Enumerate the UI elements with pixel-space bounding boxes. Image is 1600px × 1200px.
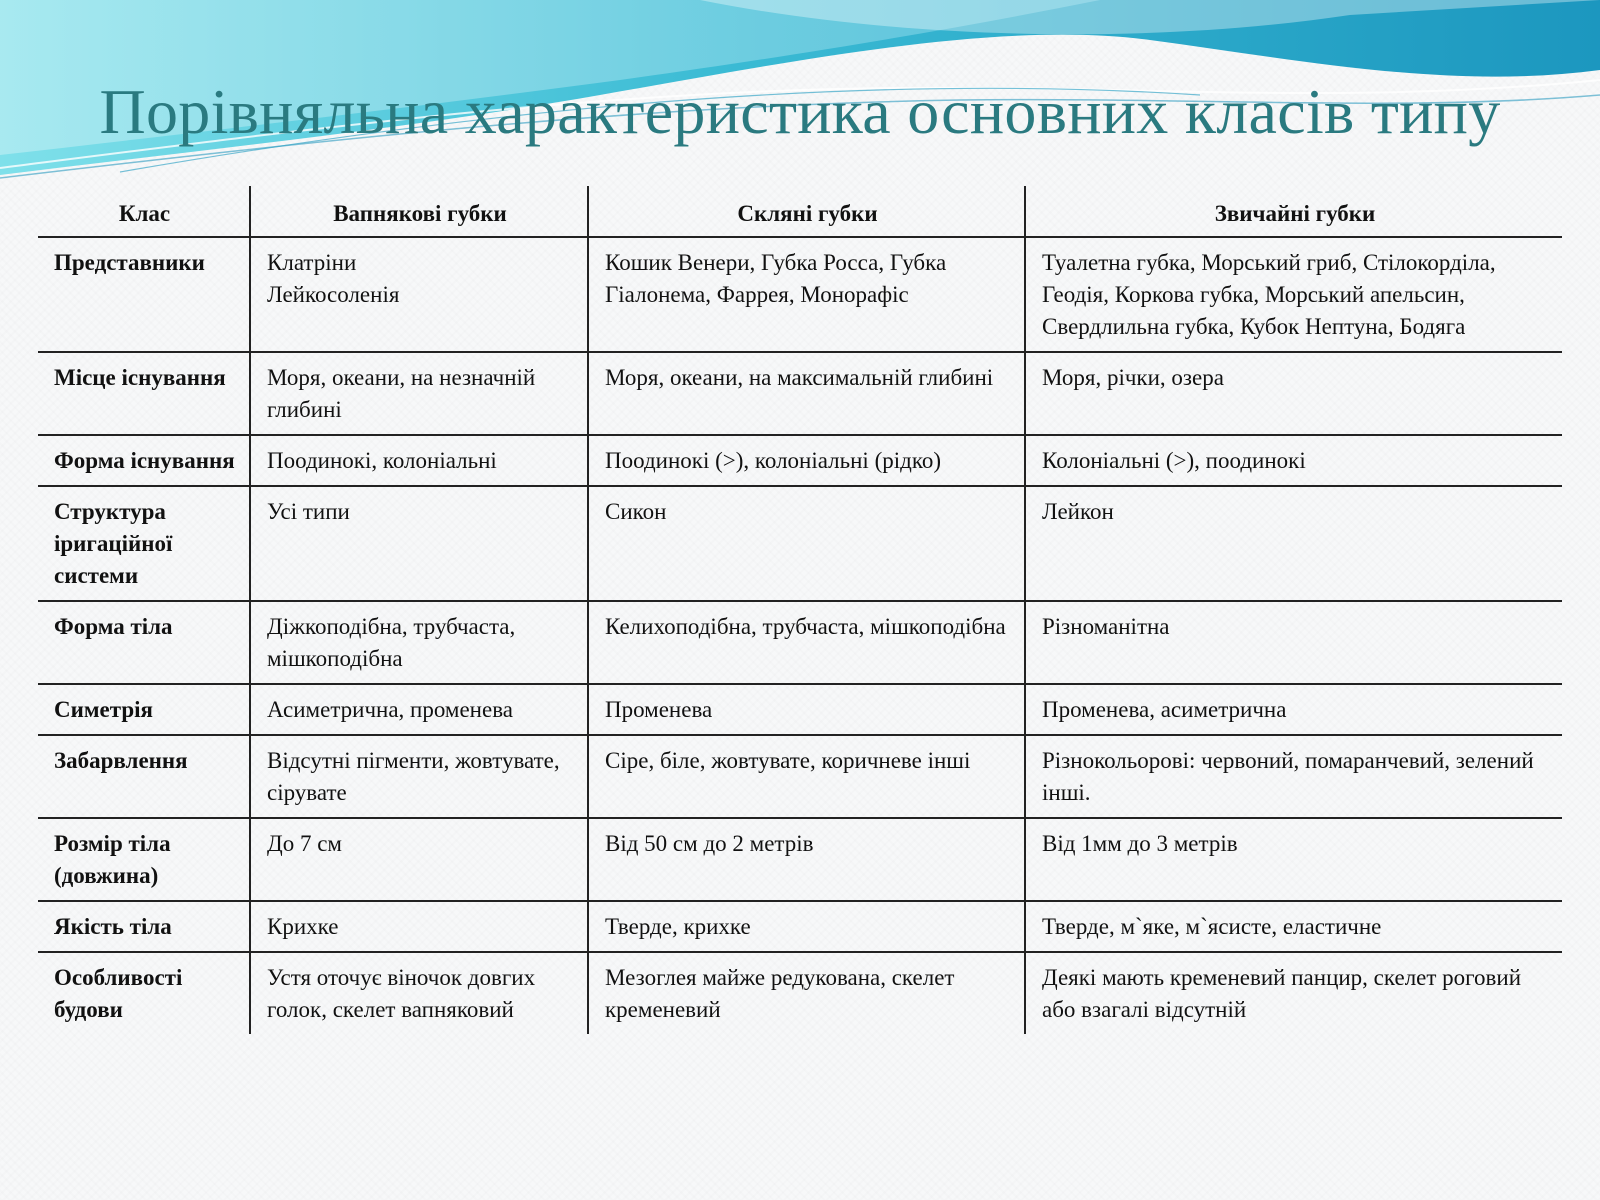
table-cell [250,352,588,435]
cell-text: Поодинокі, колоніальні [267,448,497,473]
cell-text: Різнокольорові: червоний, помаранчевий, зелений інші. [1042,748,1534,805]
column-header-common: Звичайні губки [1025,186,1562,237]
cell-text: Крихке [267,914,339,939]
cell-text: Моря, річки, озера [1042,365,1224,390]
cell-text: Відсутні пігменти, жовтувате, сірувате [267,748,560,805]
row-label: Форма існування [38,435,250,486]
cell-text: Усі типи [267,499,350,524]
row-label: Представники [38,237,250,352]
cell-text: Лейкон [1042,499,1114,524]
cell-text: До 7 см [267,831,342,856]
cell-text: Келихоподібна, трубчаста, мішкоподібна [605,614,1006,639]
table-cell [588,952,1025,1034]
table-cell [250,818,588,901]
row-label: Розмір тіла (довжина) [38,818,250,901]
table-cell [1025,952,1562,1034]
table-cell [250,237,588,352]
table-cell [588,237,1025,352]
table-cell [1025,684,1562,735]
row-label: Форма тіла [38,601,250,684]
table-cell [250,901,588,952]
table-row [38,684,1562,735]
cell-text: Кошик Венери, Губка Росса, Губка Гіалонема, Фаррея, Монорафіс [605,250,947,307]
row-label: Якість тіла [38,901,250,952]
comparison-table-container [38,186,1562,1034]
cell-text: Променева [605,697,713,722]
cell-text: Деякі мають кременевий панцир, скелет роговий або взагалі відсутній [1042,965,1522,1022]
table-cell [588,435,1025,486]
table-cell [250,735,588,818]
cell-text: Колоніальні (>), поодинокі [1042,448,1306,473]
table-cell [588,735,1025,818]
table-cell [250,486,588,601]
table-row [38,486,1562,601]
cell-text: Туалетна губка, Морський гриб, Стілокорділа, Геодія, Коркова губка, Морський апельсин, Свердлильна губка, Кубок Нептуна, Бодяга [1042,250,1496,339]
table-row [38,435,1562,486]
table-header-row [38,186,1562,237]
row-label: Місце існування [38,352,250,435]
cell-text: Клатріни Лейкосоленія [267,250,400,307]
table-cell [1025,735,1562,818]
table-cell [1025,818,1562,901]
cell-text: Тверде, крихке [605,914,751,939]
table-row [38,952,1562,1034]
row-label: Структура іригаційної системи [38,486,250,601]
table-row [38,601,1562,684]
table-cell [588,601,1025,684]
table-cell [588,352,1025,435]
table-cell [1025,486,1562,601]
table-row [38,735,1562,818]
cell-text: Асиметрична, променева [267,697,513,722]
table-cell [1025,237,1562,352]
table-cell [588,818,1025,901]
table-cell [588,684,1025,735]
table-cell [1025,601,1562,684]
cell-text: Тверде, м`яке, м`ясисте, еластичне [1042,914,1382,939]
table-row [38,237,1562,352]
cell-text: Мезоглея майже редукована, скелет кременевий [605,965,955,1022]
cell-text: Від 1мм до 3 метрів [1042,831,1238,856]
table-cell [1025,901,1562,952]
table-cell [1025,352,1562,435]
row-label: Особливості будови [54,965,183,1022]
cell-text: Різноманітна [1042,614,1170,639]
comparison-table [38,186,1562,1034]
cell-text: Від 50 см до 2 метрів [605,831,814,856]
table-row [38,352,1562,435]
row-label: Симетрія [38,684,250,735]
row-label: Забарвлення [38,735,250,818]
cell-text: Моря, океани, на максимальній глибині [605,365,994,390]
cell-text: Моря, океани, на незначній глибині [267,365,536,422]
column-header-calcareous: Вапнякові губки [250,186,588,237]
cell-text: Устя оточує віночок довгих голок, скелет вапняковий [267,965,536,1022]
cell-text: Сикон [605,499,667,524]
table-cell [250,435,588,486]
column-header-glass: Скляні губки [588,186,1025,237]
table-cell [588,901,1025,952]
cell-text: Сіре, біле, жовтувате, коричневе інші [605,748,971,773]
table-cell [250,952,588,1034]
column-header-class: Клас [38,186,250,237]
table-cell [250,601,588,684]
cell-text: Променева, асиметрична [1042,697,1287,722]
table-row [38,818,1562,901]
table-cell [1025,435,1562,486]
page-title: Порівняльна характеристика основних класів типу [99,76,1501,147]
table-cell [588,486,1025,601]
table-cell [250,684,588,735]
cell-text: Поодинокі (>), колоніальні (рідко) [605,448,941,473]
cell-text: Діжкоподібна, трубчаста, мішкоподібна [267,614,516,671]
table-row [38,901,1562,952]
